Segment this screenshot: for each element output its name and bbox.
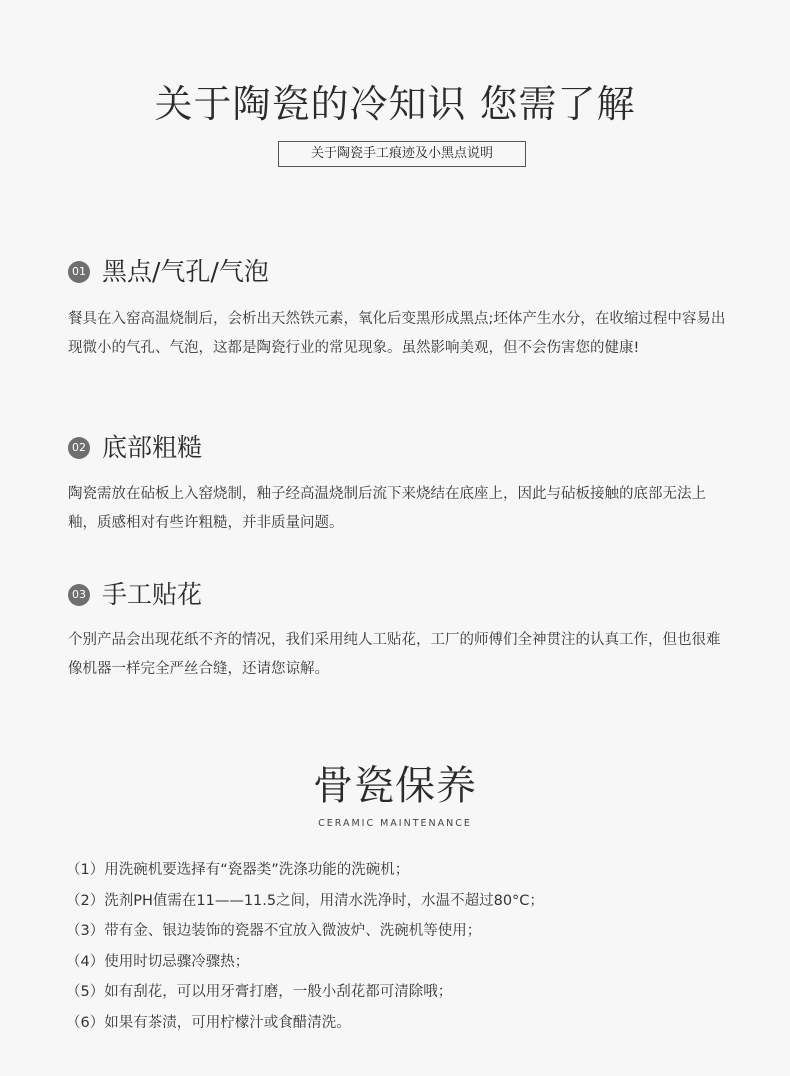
care-item: （3）带有金、银边装饰的瓷器不宜放入微波炉、洗碗机等使用； xyxy=(66,923,482,939)
number-badge: 01 xyxy=(68,261,90,283)
number-badge: 03 xyxy=(68,584,90,606)
section-paragraph-2: 陶瓷需放在砧板上入窑烧制，釉子经高温烧制后流下来烧结在底座上，因此与砧板接触的底部无法上釉，质感相对有些许粗糙，并非质量问题。 xyxy=(68,486,706,531)
care-item: （5）如有刮花，可以用牙膏打磨，一般小刮花都可清除哦； xyxy=(66,984,453,1000)
section-title: 底部粗糙 xyxy=(102,433,203,462)
section-paragraph-3: 个别产品会出现花纸不齐的情况，我们采用纯人工贴花，工厂的师傅们全神贯注的认真工作，但也很难像机器一样完全严丝合缝，还请您谅解。 xyxy=(68,632,721,677)
care-item: （6）如果有茶渍，可用柠檬汁或食醋清洗。 xyxy=(66,1014,351,1031)
care-item: （4）使用时切忌骤冷骤热； xyxy=(66,953,250,970)
care-title: 骨瓷保养 xyxy=(313,763,477,809)
care-item: （2）洗剂PH值需在11——11.5之间，用清水洗净时，水温不超过80°C； xyxy=(66,892,544,909)
section-title: 手工贴花 xyxy=(102,580,203,609)
care-subtitle: CERAMIC MAINTENANCE xyxy=(318,818,472,829)
page-title: 关于陶瓷的冷知识 您需了解 xyxy=(154,82,636,126)
number-badge: 02 xyxy=(68,437,90,459)
section-heading-3 xyxy=(68,577,202,613)
care-item: （1）用洗碗机要选择有“瓷器类”洗涤功能的洗碗机； xyxy=(66,862,410,878)
section-heading-2 xyxy=(68,430,202,466)
section-paragraph-1: 餐具在入窑高温烧制后，会析出天然铁元素，氧化后变黑形成黑点;坯体产生水分，在收缩过程中容易出现微小的气孔、气泡，这都是陶瓷行业的常见现象。虽然影响美观，但不会伤害您的健康! xyxy=(68,311,726,356)
section-heading-1 xyxy=(68,254,269,290)
care-list xyxy=(66,855,746,1038)
page-subtitle: 关于陶瓷手工痕迹及小黑点说明 xyxy=(278,141,526,167)
section-title: 黑点/气孔/气泡 xyxy=(102,257,269,286)
